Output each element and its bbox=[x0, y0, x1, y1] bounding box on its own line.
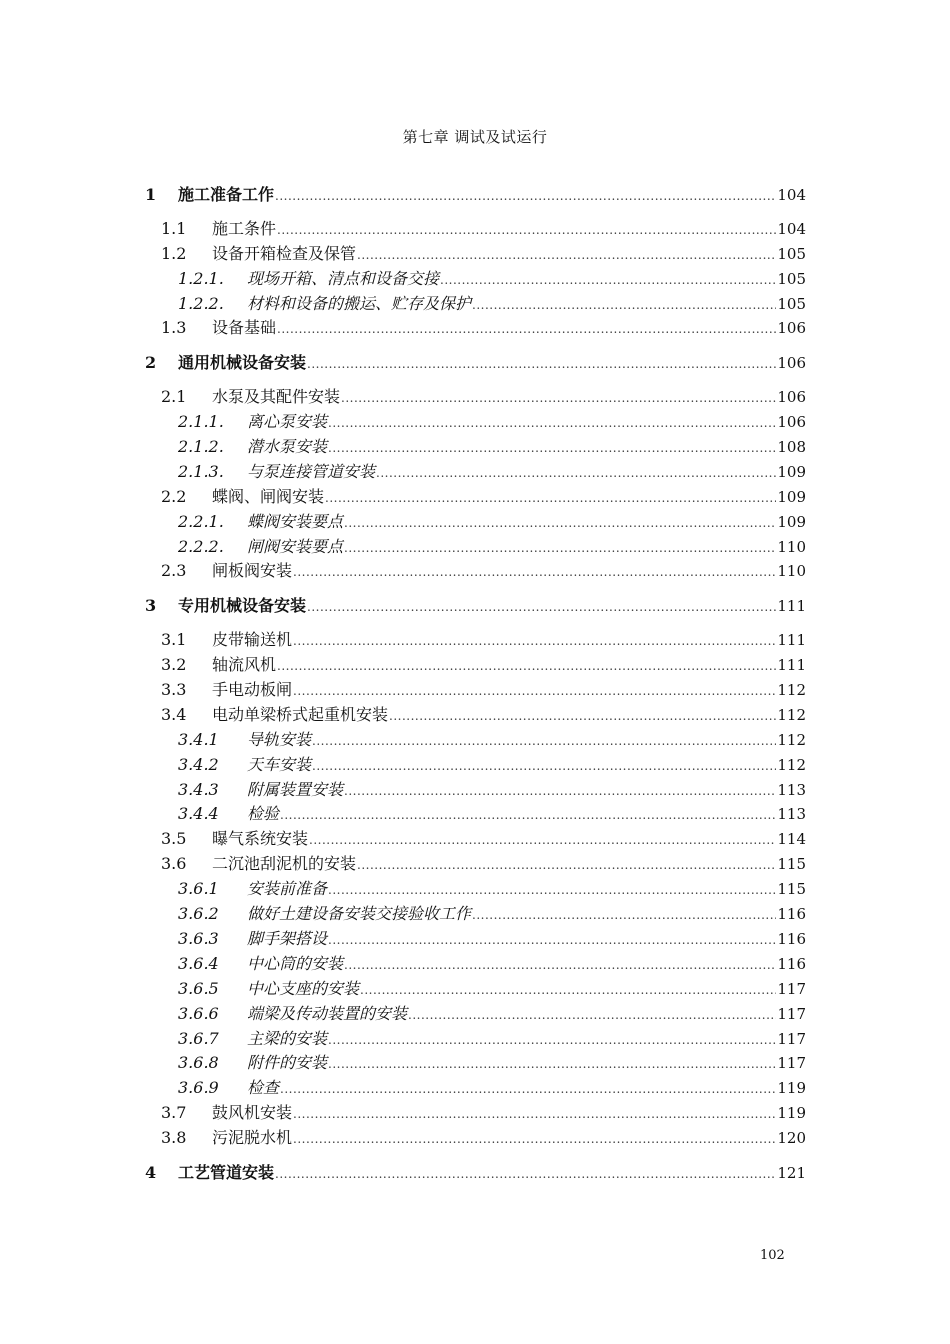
toc-entry-page: 116 bbox=[777, 905, 806, 924]
toc-entry-page: 116 bbox=[777, 954, 806, 973]
toc-leader-dots bbox=[309, 828, 776, 853]
toc-entry-number: 3.6 bbox=[161, 854, 187, 874]
toc-leader-dots bbox=[341, 386, 776, 411]
toc-entry[interactable] bbox=[0, 877, 950, 902]
toc-entry-title: 导轨安装 bbox=[247, 729, 312, 749]
toc-entry-page: 117 bbox=[777, 979, 806, 998]
toc-leader-dots bbox=[293, 679, 776, 704]
toc-entry-number: 1.2.2. bbox=[178, 293, 224, 313]
toc-entry-number: 2.2 bbox=[161, 486, 187, 506]
toc-entry-number: 3.2 bbox=[161, 655, 187, 675]
toc-leader-dots bbox=[357, 853, 776, 878]
toc-entry-number: 2.2.2. bbox=[178, 536, 224, 556]
toc-entry[interactable] bbox=[0, 802, 950, 827]
toc-leader-dots bbox=[293, 629, 776, 654]
toc-entry-page: 106 bbox=[777, 319, 806, 338]
toc-leader-dots bbox=[277, 317, 776, 342]
toc-entry-number: 2.2.1. bbox=[178, 511, 224, 531]
toc-entry-title: 皮带输送机 bbox=[212, 630, 293, 650]
toc-entry-number: 3.4.1 bbox=[178, 729, 219, 749]
toc-entry-number: 1 bbox=[145, 185, 157, 204]
toc-entry-page: 109 bbox=[777, 487, 806, 506]
toc-entry[interactable] bbox=[0, 435, 950, 460]
toc-leader-dots bbox=[472, 903, 776, 928]
toc-entry-title: 附属装置安装 bbox=[247, 779, 344, 799]
toc-leader-dots bbox=[344, 779, 776, 804]
toc-entry-page: 119 bbox=[777, 1104, 806, 1123]
toc-entry-page: 106 bbox=[777, 388, 806, 407]
toc-leader-dots bbox=[293, 560, 776, 585]
toc-entry[interactable] bbox=[0, 902, 950, 927]
toc-leader-dots bbox=[376, 461, 776, 486]
toc-leader-dots bbox=[360, 978, 776, 1003]
toc-entry-number: 3.6.3 bbox=[178, 928, 219, 948]
toc-leader-dots bbox=[312, 754, 776, 779]
toc-entry-number: 1.1 bbox=[161, 218, 187, 238]
toc-entry-page: 113 bbox=[777, 805, 806, 824]
toc-entry[interactable] bbox=[0, 1076, 950, 1101]
toc-entry-page: 117 bbox=[777, 1054, 806, 1073]
toc-entry-title: 脚手架搭设 bbox=[247, 928, 328, 948]
toc-leader-dots bbox=[293, 1102, 776, 1127]
toc-entry-number: 4 bbox=[145, 1162, 157, 1182]
toc-entry[interactable] bbox=[0, 1161, 950, 1186]
toc-entry-number: 3.4 bbox=[161, 704, 187, 724]
toc-entry[interactable] bbox=[0, 183, 950, 208]
toc-entry[interactable] bbox=[0, 977, 950, 1002]
toc-entry-number: 3.6.6 bbox=[178, 1003, 219, 1023]
toc-entry[interactable] bbox=[0, 535, 950, 560]
toc-entry[interactable] bbox=[0, 510, 950, 535]
toc-entry-number: 2.1 bbox=[161, 387, 187, 407]
toc-entry[interactable] bbox=[0, 1126, 950, 1151]
toc-entry[interactable] bbox=[0, 852, 950, 877]
toc-entry[interactable] bbox=[0, 1051, 950, 1076]
toc-leader-dots bbox=[277, 654, 776, 679]
toc-entry-page: 113 bbox=[777, 780, 806, 799]
page-number: 102 bbox=[760, 1248, 785, 1263]
toc-entry-page: 119 bbox=[777, 1079, 806, 1098]
toc-entry-page: 114 bbox=[777, 830, 806, 849]
chapter-title: 第七章 调试及试运行 bbox=[402, 128, 548, 146]
toc-entry-title: 做好土建设备安装交接验收工作 bbox=[247, 904, 472, 924]
toc-entry-page: 111 bbox=[777, 631, 806, 650]
toc-entry-title: 中心筒的安装 bbox=[247, 953, 344, 973]
toc-entry-page: 115 bbox=[777, 880, 806, 899]
toc-entry[interactable] bbox=[0, 678, 950, 703]
toc-entry-page: 106 bbox=[777, 413, 806, 432]
toc-leader-dots bbox=[312, 729, 776, 754]
toc-entry[interactable] bbox=[0, 628, 950, 653]
toc-leader-dots bbox=[275, 184, 776, 209]
toc-leader-dots bbox=[408, 1003, 776, 1028]
toc-leader-dots bbox=[280, 803, 776, 828]
toc-entry[interactable] bbox=[0, 753, 950, 778]
toc-leader-dots bbox=[328, 1052, 776, 1077]
toc-entry-number: 3.6.5 bbox=[178, 978, 219, 998]
toc-entry[interactable] bbox=[0, 728, 950, 753]
toc-entry-title: 二沉池刮泥机的安装 bbox=[212, 854, 357, 874]
toc-leader-dots bbox=[275, 1162, 776, 1187]
toc-entry-number: 2.1.3. bbox=[178, 461, 224, 481]
toc-entry-title: 现场开箱、清点和设备交接 bbox=[247, 268, 440, 288]
toc-entry-title: 通用机械设备安装 bbox=[178, 353, 307, 373]
toc-entry-title: 主梁的安装 bbox=[247, 1028, 328, 1048]
toc-entry-title: 蝶阀安装要点 bbox=[247, 511, 344, 531]
toc-entry-title: 检查 bbox=[247, 1078, 280, 1098]
toc-entry-title: 曝气系统安装 bbox=[212, 829, 309, 849]
toc-entry-number: 3.6.1 bbox=[178, 879, 219, 899]
toc-leader-dots bbox=[328, 878, 776, 903]
toc-entry-page: 111 bbox=[777, 656, 806, 675]
toc-entry[interactable] bbox=[0, 1002, 950, 1027]
table-of-contents bbox=[0, 183, 950, 1195]
toc-leader-dots bbox=[472, 293, 776, 318]
toc-entry-title: 电动单梁桥式起重机安装 bbox=[212, 704, 389, 724]
toc-entry-title: 与泵连接管道安装 bbox=[247, 461, 376, 481]
toc-entry-number: 2.1.1. bbox=[178, 412, 224, 432]
toc-entry[interactable] bbox=[0, 703, 950, 728]
toc-entry-title: 闸板阀安装 bbox=[212, 561, 293, 581]
toc-entry-number: 3.1 bbox=[161, 630, 187, 650]
toc-entry-number: 1.3 bbox=[161, 318, 187, 338]
toc-leader-dots bbox=[344, 511, 776, 536]
toc-entry-title: 设备开箱检查及保管 bbox=[212, 243, 357, 263]
toc-entry-title: 安装前准备 bbox=[247, 879, 328, 899]
toc-entry-page: 105 bbox=[777, 244, 806, 263]
toc-entry-page: 120 bbox=[777, 1129, 806, 1148]
toc-entry-number: 3.8 bbox=[161, 1128, 187, 1148]
toc-entry-title: 设备基础 bbox=[212, 318, 277, 338]
toc-entry[interactable] bbox=[0, 1027, 950, 1052]
toc-entry[interactable] bbox=[0, 351, 950, 376]
toc-entry-title: 闸阀安装要点 bbox=[247, 536, 344, 556]
toc-leader-dots bbox=[328, 436, 776, 461]
toc-entry-number: 3.4.3 bbox=[178, 779, 219, 799]
toc-entry[interactable] bbox=[0, 485, 950, 510]
toc-leader-dots bbox=[389, 704, 776, 729]
toc-entry-page: 116 bbox=[777, 929, 806, 948]
toc-entry-page: 109 bbox=[777, 462, 806, 481]
toc-entry-title: 附件的安装 bbox=[247, 1053, 328, 1073]
toc-entry-number: 3.5 bbox=[161, 829, 187, 849]
toc-entry-title: 中心支座的安装 bbox=[247, 978, 360, 998]
toc-entry-page: 115 bbox=[777, 855, 806, 874]
toc-entry-title: 工艺管道安装 bbox=[178, 1162, 275, 1182]
toc-entry-title: 材料和设备的搬运、贮存及保护 bbox=[247, 293, 472, 313]
toc-leader-dots bbox=[440, 268, 776, 293]
toc-entry-page: 110 bbox=[777, 537, 806, 556]
toc-entry-page: 104 bbox=[777, 186, 806, 204]
toc-entry-title: 施工条件 bbox=[212, 218, 277, 238]
toc-leader-dots bbox=[344, 536, 776, 561]
toc-entry-page: 110 bbox=[777, 562, 806, 581]
toc-entry-page: 121 bbox=[777, 1163, 806, 1182]
toc-entry[interactable] bbox=[0, 559, 950, 584]
toc-entry-page: 117 bbox=[777, 1029, 806, 1048]
toc-entry-title: 蝶阀、闸阀安装 bbox=[212, 486, 325, 506]
toc-entry-page: 105 bbox=[777, 294, 806, 313]
toc-leader-dots bbox=[328, 411, 776, 436]
toc-entry-page: 112 bbox=[777, 730, 806, 749]
toc-leader-dots bbox=[307, 595, 776, 620]
toc-entry-number: 3.7 bbox=[161, 1103, 187, 1123]
toc-entry-title: 天车安装 bbox=[247, 754, 312, 774]
toc-entry[interactable] bbox=[0, 316, 950, 341]
toc-entry-number: 3.6.4 bbox=[178, 953, 219, 973]
toc-entry-number: 2.3 bbox=[161, 561, 187, 581]
toc-entry-number: 1.2 bbox=[161, 243, 187, 263]
toc-entry-title: 手电动板闸 bbox=[212, 680, 293, 700]
toc-entry-page: 105 bbox=[777, 269, 806, 288]
toc-entry-title: 检验 bbox=[247, 804, 280, 824]
toc-entry-number: 3 bbox=[145, 596, 157, 616]
toc-entry-number: 3.4.2 bbox=[178, 754, 219, 774]
toc-entry-page: 111 bbox=[777, 597, 806, 616]
toc-entry-number: 3.4.4 bbox=[178, 804, 219, 824]
toc-entry-number: 3.6.8 bbox=[178, 1053, 219, 1073]
toc-entry-title: 潜水泵安装 bbox=[247, 437, 328, 457]
toc-entry[interactable] bbox=[0, 217, 950, 242]
toc-entry-number: 2.1.2. bbox=[178, 437, 224, 457]
toc-entry[interactable] bbox=[0, 267, 950, 292]
toc-entry-number: 3.6.9 bbox=[178, 1078, 219, 1098]
toc-entry-title: 轴流风机 bbox=[212, 655, 277, 675]
toc-entry-page: 109 bbox=[777, 512, 806, 531]
toc-leader-dots bbox=[277, 218, 776, 243]
toc-leader-dots bbox=[357, 243, 776, 268]
toc-entry[interactable] bbox=[0, 778, 950, 803]
toc-entry[interactable] bbox=[0, 242, 950, 267]
toc-entry-page: 106 bbox=[777, 354, 806, 373]
toc-entry-title: 污泥脱水机 bbox=[212, 1128, 293, 1148]
toc-entry[interactable] bbox=[0, 594, 950, 619]
toc-entry-title: 端梁及传动装置的安装 bbox=[247, 1003, 408, 1023]
toc-entry-number: 2 bbox=[145, 353, 157, 373]
toc-entry-page: 104 bbox=[777, 219, 806, 238]
toc-entry[interactable] bbox=[0, 460, 950, 485]
toc-entry-title: 专用机械设备安装 bbox=[178, 596, 307, 616]
toc-entry[interactable] bbox=[0, 292, 950, 317]
toc-leader-dots bbox=[328, 928, 776, 953]
toc-entry-title: 鼓风机安装 bbox=[212, 1103, 293, 1123]
toc-entry-page: 112 bbox=[777, 705, 806, 724]
toc-entry-number: 3.6.7 bbox=[178, 1028, 219, 1048]
toc-entry[interactable] bbox=[0, 952, 950, 977]
toc-entry[interactable] bbox=[0, 410, 950, 435]
toc-entry[interactable] bbox=[0, 1101, 950, 1126]
toc-entry[interactable] bbox=[0, 827, 950, 852]
toc-entry-page: 112 bbox=[777, 755, 806, 774]
toc-entry-number: 3.3 bbox=[161, 680, 187, 700]
toc-entry-number: 1.2.1. bbox=[178, 268, 224, 288]
toc-entry[interactable] bbox=[0, 385, 950, 410]
toc-leader-dots bbox=[307, 352, 776, 377]
toc-leader-dots bbox=[293, 1127, 776, 1152]
toc-leader-dots bbox=[328, 1028, 776, 1053]
toc-entry-page: 112 bbox=[777, 681, 806, 700]
toc-leader-dots bbox=[325, 486, 776, 511]
toc-entry[interactable] bbox=[0, 653, 950, 678]
toc-entry-number: 3.6.2 bbox=[178, 904, 219, 924]
toc-leader-dots bbox=[344, 953, 776, 978]
toc-entry-page: 117 bbox=[777, 1004, 806, 1023]
toc-leader-dots bbox=[280, 1077, 776, 1102]
toc-entry-page: 108 bbox=[777, 438, 806, 457]
toc-entry-title: 施工准备工作 bbox=[178, 185, 275, 204]
toc-entry-title: 离心泵安装 bbox=[247, 412, 328, 432]
toc-entry[interactable] bbox=[0, 927, 950, 952]
toc-entry-title: 水泵及其配件安装 bbox=[212, 387, 341, 407]
